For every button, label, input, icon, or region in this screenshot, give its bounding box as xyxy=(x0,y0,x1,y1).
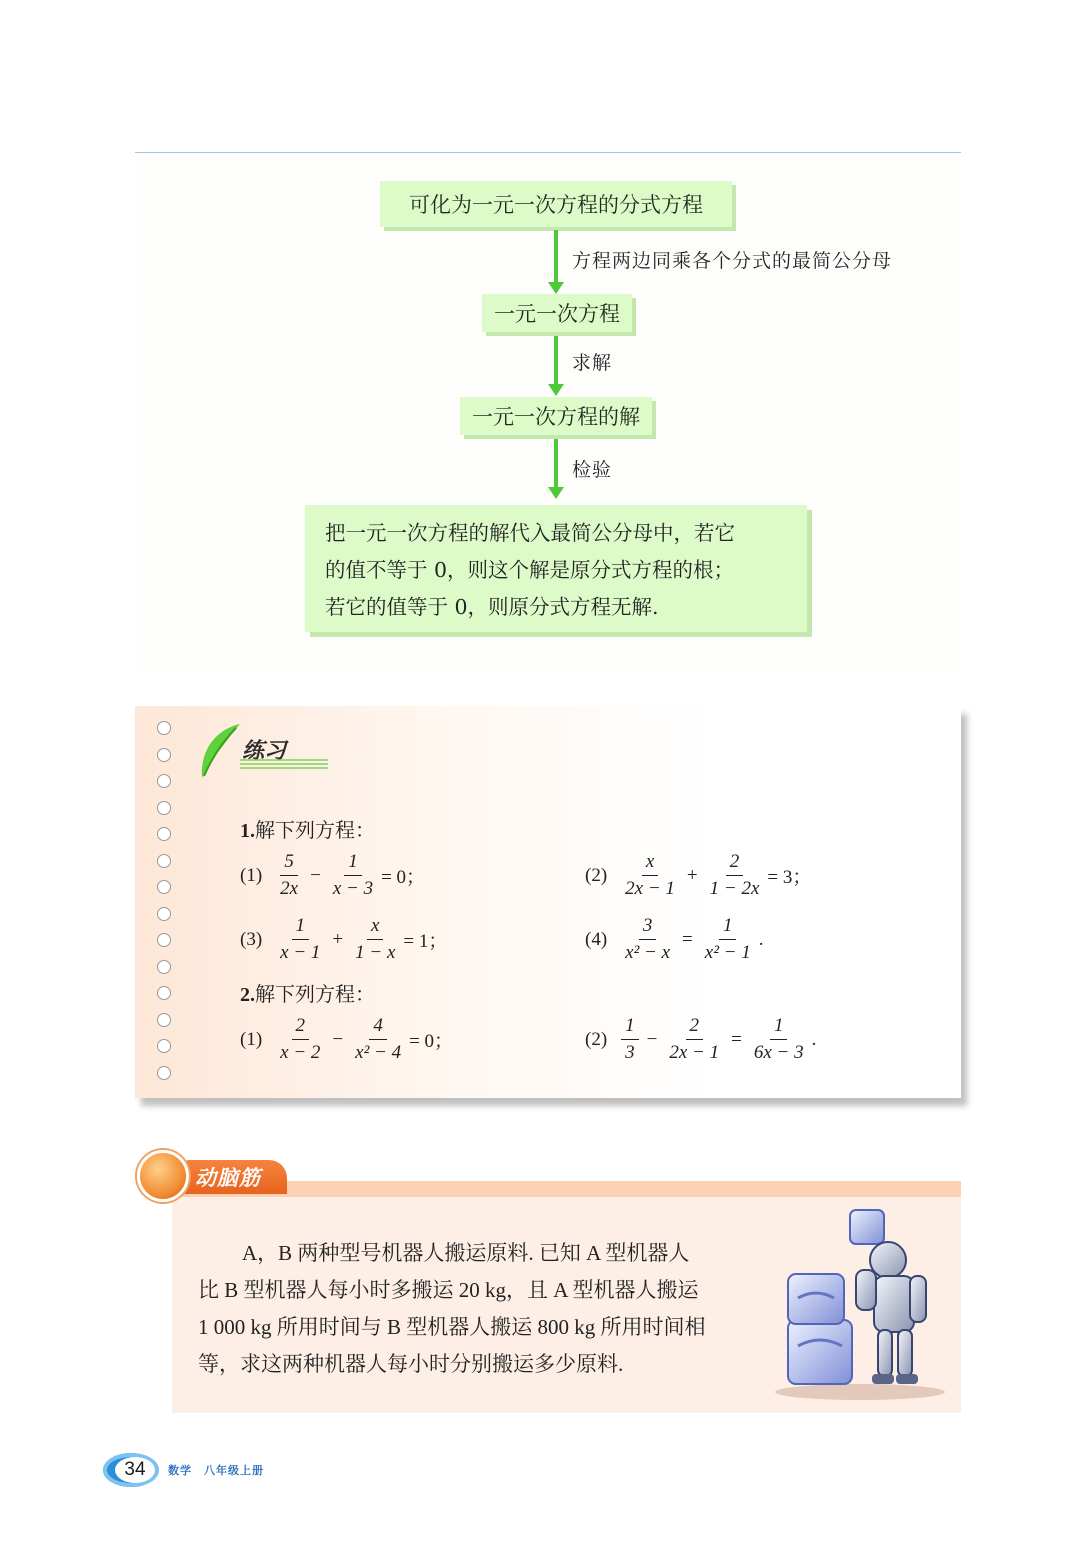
flow-result-box xyxy=(305,505,807,632)
fraction: $\frac{3}{\text{x² − x}}$ xyxy=(625,915,671,963)
teaser-title: 动脑筋 xyxy=(183,1160,287,1194)
equation-item xyxy=(585,1015,816,1064)
fraction: $\frac{x}{2x - 1}$ xyxy=(625,851,675,899)
notebook-ring xyxy=(157,907,171,921)
equation-item xyxy=(240,1015,453,1064)
operator: − xyxy=(332,1028,344,1050)
fraction: $\frac{2}{x - 2}$ xyxy=(280,1015,321,1063)
question-text: 解下列方程： xyxy=(255,982,375,1006)
item-label: (3) xyxy=(240,928,263,950)
fraction: $\frac{4}{\text{x² − 4}}$ xyxy=(355,1015,402,1063)
operator: − xyxy=(310,864,321,886)
item-label: (1) xyxy=(240,1028,263,1050)
fraction: $\frac{1}{3}$ xyxy=(621,1015,639,1064)
flow-result-line: 把一元一次方程的解代入最简公分母中，若它 xyxy=(325,521,735,545)
notebook-ring xyxy=(157,933,171,947)
notebook-ring xyxy=(157,1066,171,1080)
notebook-ring xyxy=(157,960,171,974)
equation-rhs: = 1； xyxy=(403,931,448,952)
notebook-ring xyxy=(157,986,171,1000)
equation-rhs: . xyxy=(758,928,764,950)
question-text: 解下列方程： xyxy=(255,818,375,842)
notebook-ring xyxy=(157,880,171,894)
item-label: (2) xyxy=(585,1028,608,1050)
robot-illustration xyxy=(770,1200,950,1400)
question-number: 1. xyxy=(240,820,255,842)
flow-box-fractional-equation: 可化为一元一次方程的分式方程 xyxy=(380,181,732,227)
teaser-header-bar xyxy=(172,1181,961,1197)
equation-item xyxy=(585,851,811,900)
notebook-ring xyxy=(157,827,171,841)
equation-item xyxy=(240,915,447,964)
practice-title: 练习 xyxy=(242,739,287,764)
item-label: (4) xyxy=(585,928,608,950)
flow-result-line: 的值不等于 0，则这个解是原分式方程的根； xyxy=(325,558,735,582)
operator: − xyxy=(646,1028,658,1050)
flow-arrow-1-label: 方程两边同乘各个分式的最简公分母 xyxy=(572,250,893,272)
operator: = xyxy=(731,1028,742,1050)
fraction: $\frac{2}{1 - 2x}$ xyxy=(709,851,760,899)
equation-rhs: = 3； xyxy=(767,867,812,888)
item-label: (2) xyxy=(585,864,608,886)
notebook-ring xyxy=(157,801,171,815)
operator: + xyxy=(332,928,344,950)
fraction: $\frac{5}{2x}$ xyxy=(280,851,299,899)
teaser-line: 等，求这两种机器人每小时分别搬运多少原料. xyxy=(198,1352,624,1376)
teaser-text xyxy=(198,1235,758,1383)
page-number: 34 xyxy=(115,1457,155,1483)
notebook-ring xyxy=(157,1039,171,1053)
fraction: $\frac{x}{1 - x}$ xyxy=(355,915,396,963)
flow-result-line: 若它的值等于 0，则原分式方程无解. xyxy=(325,595,659,619)
fraction: $\frac{1}{6x - 3}$ xyxy=(753,1015,804,1063)
book-title: 数学 八年级上册 xyxy=(168,1464,264,1477)
notebook-ring xyxy=(157,748,171,762)
fraction: $\frac{1}{x - 1}$ xyxy=(280,915,321,963)
fraction: $\frac{1}{x - 3}$ xyxy=(332,851,374,899)
equation-item xyxy=(585,915,763,964)
title-underline xyxy=(240,757,328,771)
teaser-line: A，B 两种型号机器人搬运原料. 已知 A 型机器人 xyxy=(242,1241,690,1265)
operator: + xyxy=(686,864,698,886)
page-number-badge xyxy=(103,1453,159,1487)
gear-icon xyxy=(137,1150,189,1202)
flow-box-linear-equation: 一元一次方程 xyxy=(482,294,632,332)
equation-item xyxy=(240,851,425,900)
leaf-icon xyxy=(196,722,244,780)
fraction: $\frac{1}{\text{x² − 1}}$ xyxy=(704,915,751,963)
flow-arrow-1 xyxy=(554,230,558,284)
flow-box-linear-solution: 一元一次方程的解 xyxy=(460,397,652,435)
notebook-ring xyxy=(157,721,171,735)
notebook-ring xyxy=(157,1013,171,1027)
equation-rhs: . xyxy=(811,1028,817,1050)
teaser-line: 比 B 型机器人每小时多搬运 20 kg，且 A 型机器人搬运 xyxy=(198,1278,699,1302)
flow-arrow-3-label: 检验 xyxy=(572,459,613,481)
teaser-line: 1 000 kg 所用时间与 B 型机器人搬运 800 kg 所用时间相 xyxy=(198,1315,706,1339)
question-number: 2. xyxy=(240,984,255,1006)
notebook-ring xyxy=(157,774,171,788)
item-label: (1) xyxy=(240,864,263,886)
operator: = xyxy=(682,928,693,950)
equation-rhs: = 0； xyxy=(381,867,426,888)
equation-rhs: = 0； xyxy=(409,1031,454,1052)
flow-arrow-2 xyxy=(554,336,558,386)
question-1-heading xyxy=(240,814,375,843)
notebook-ring xyxy=(157,854,171,868)
flow-arrow-3 xyxy=(554,439,558,489)
fraction: $\frac{2}{2x - 1}$ xyxy=(669,1015,720,1063)
question-2-heading xyxy=(240,978,375,1007)
flow-arrow-2-label: 求解 xyxy=(572,352,613,374)
